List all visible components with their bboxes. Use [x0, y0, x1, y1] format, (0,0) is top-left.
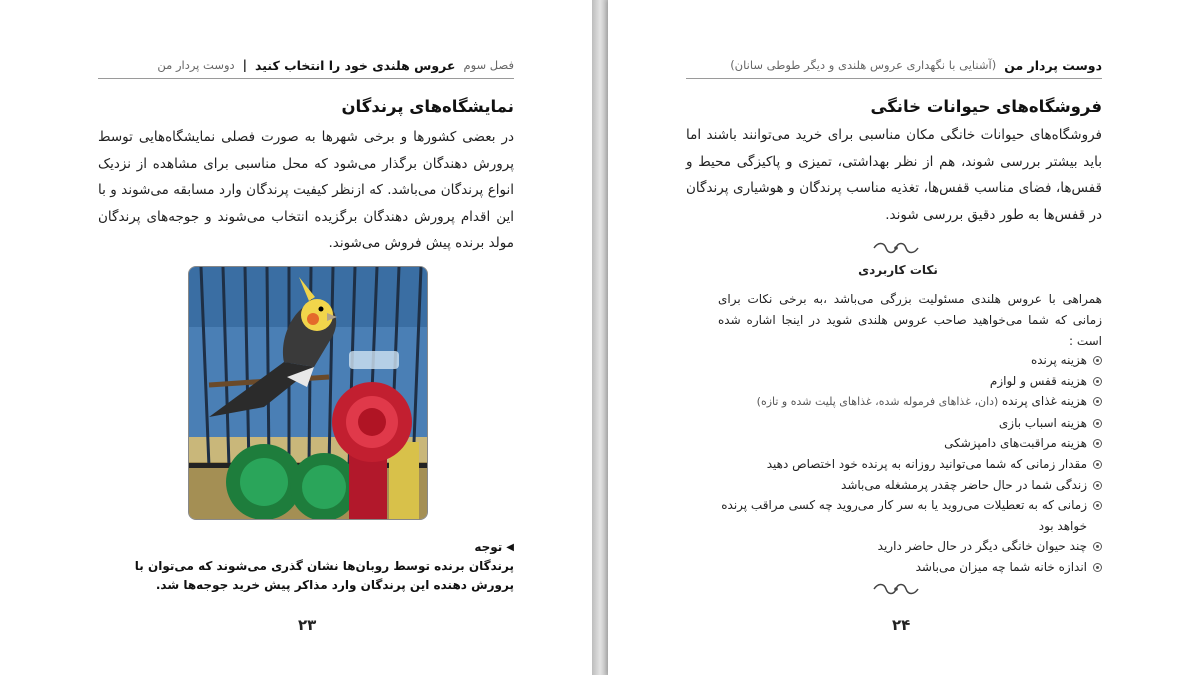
- book-subtitle: (آشنایی با نگهداری عروس هلندی و دیگر طوطی سانان): [730, 58, 997, 72]
- body-paragraph: فروشگاه‌های حیوانات خانگی مکان مناسبی برای خرید می‌توانند باشند اما باید بیشتر بررسی شوند، هم از نظر بهداشتی، تمیزی و پاکیزگی محیط و قفس‌ها، فضای مناسب قفس‌ها، تغذیه مناسب پرندگان و هوشیاری پرندگان در قفس‌ها به طور دقیق بررسی شوند.: [686, 127, 1102, 223]
- list-item-text: هزینه پرنده: [1030, 353, 1087, 367]
- list-item-text: چند حیوان خانگی دیگر در حال حاضر دارید: [877, 539, 1087, 554]
- bullet-icon: [1093, 439, 1102, 448]
- bullet-icon: [1093, 501, 1102, 510]
- body-paragraph: در بعضی کشورها و برخی شهرها به صورت فصلی نمایشگاه‌هایی توسط پرورش دهندگان برگذار می‌شود که محل مناسبی برای مشاهده از نزدیک انواع پرندگان می‌باشد. که ازنظر کیفیت پرندگان وارد مسابقه می‌شوند و با این اقدام پرورش دهندگان برگزیده انتخاب می‌شوند و جوجه‌های پرندگان مولد برنده پیش فروش می‌شوند.: [98, 129, 514, 251]
- note-title: توجه: [474, 540, 503, 554]
- running-header: [686, 52, 1102, 79]
- note-body: پرندگان برنده توسط روبان‌ها نشان گذری می‌شوند که می‌توان با پرورش دهنده این پرندگان وارد مذاکر پیش خرید جوجه‌ها شد.: [134, 559, 514, 592]
- ornament-icon: [872, 242, 920, 254]
- list-item-text: هزینه اسباب بازی: [998, 415, 1087, 430]
- header-separator: |: [242, 58, 248, 72]
- bullet-icon: [1093, 397, 1102, 406]
- book-spine: [592, 0, 608, 675]
- ornament-icon: [872, 583, 920, 595]
- section-title: فروشگاه‌های حیوانات خانگی: [870, 97, 1102, 116]
- bullet-icon: [1093, 460, 1102, 469]
- list-item: [718, 557, 1102, 578]
- list-item: [718, 350, 1102, 371]
- chapter-title: عروس هلندی خود را انتخاب کنید: [255, 57, 456, 73]
- triangle-icon: ◀: [506, 542, 514, 553]
- list-item-text: هزینه مراقبت‌های دامپزشکی: [944, 436, 1087, 451]
- tips-title: نکات کاربردی: [858, 263, 938, 277]
- list-item: [718, 475, 1102, 496]
- page-number: ۲۴: [892, 616, 911, 634]
- section-title: نمایشگاه‌های پرندگان: [341, 97, 514, 116]
- bullet-icon: [1093, 377, 1102, 386]
- bullet-icon: [1093, 542, 1102, 551]
- tips-intro: همراهی با عروس هلندی مسئولیت بزرگی می‌باشد ،به برخی نکات برای زمانی که شما می‌خواهید صاحب عروس هلندی شوید در اینجا اشاره شده است :: [718, 292, 1102, 348]
- list-item: [718, 495, 1102, 536]
- list-item-text: اندازه خانه شما چه میزان می‌باشد: [915, 559, 1087, 574]
- list-item-text: زندگی شما در حال حاضر چقدر پرمشغله می‌باشد: [841, 477, 1087, 492]
- list-item: [718, 536, 1102, 557]
- list-item: [718, 413, 1102, 434]
- list-item-text: مقدار زمانی که شما می‌توانید روزانه به پرنده خود اختصاص دهید: [766, 456, 1087, 471]
- bullet-icon: [1093, 563, 1102, 572]
- book-title: دوست پردار من: [157, 58, 235, 72]
- list-item: [718, 454, 1102, 475]
- note-box: [108, 538, 514, 595]
- bullet-icon: [1093, 419, 1102, 428]
- left-page: [0, 0, 592, 675]
- list-item-text: هزینه قفس و لوازم: [989, 373, 1087, 388]
- list-item-text: هزینه غذای پرنده: [1001, 394, 1087, 409]
- list-item: [718, 371, 1102, 392]
- chapter-label: فصل سوم: [463, 58, 514, 72]
- list-item: [718, 391, 1102, 413]
- list-item-text: زمانی که به تعطیلات می‌روید یا به سر کار می‌روید چه کسی مراقب پرنده خواهد بود: [721, 498, 1087, 533]
- list-item-note: (دان، غذاهای فرموله شده، غذاهای پلیت شده و تازه): [756, 395, 1002, 409]
- tips-list: [718, 350, 1102, 578]
- book-title: دوست پردار من: [1004, 57, 1102, 73]
- list-item: [718, 433, 1102, 454]
- note-heading: [108, 538, 514, 557]
- bullet-icon: [1093, 356, 1102, 365]
- right-page: [608, 0, 1200, 675]
- running-header: [98, 52, 514, 79]
- bullet-icon: [1093, 481, 1102, 490]
- page-number: ۲۳: [298, 616, 317, 634]
- cockatiel-illustration: [189, 267, 427, 519]
- cockatiel-photo: [188, 266, 428, 520]
